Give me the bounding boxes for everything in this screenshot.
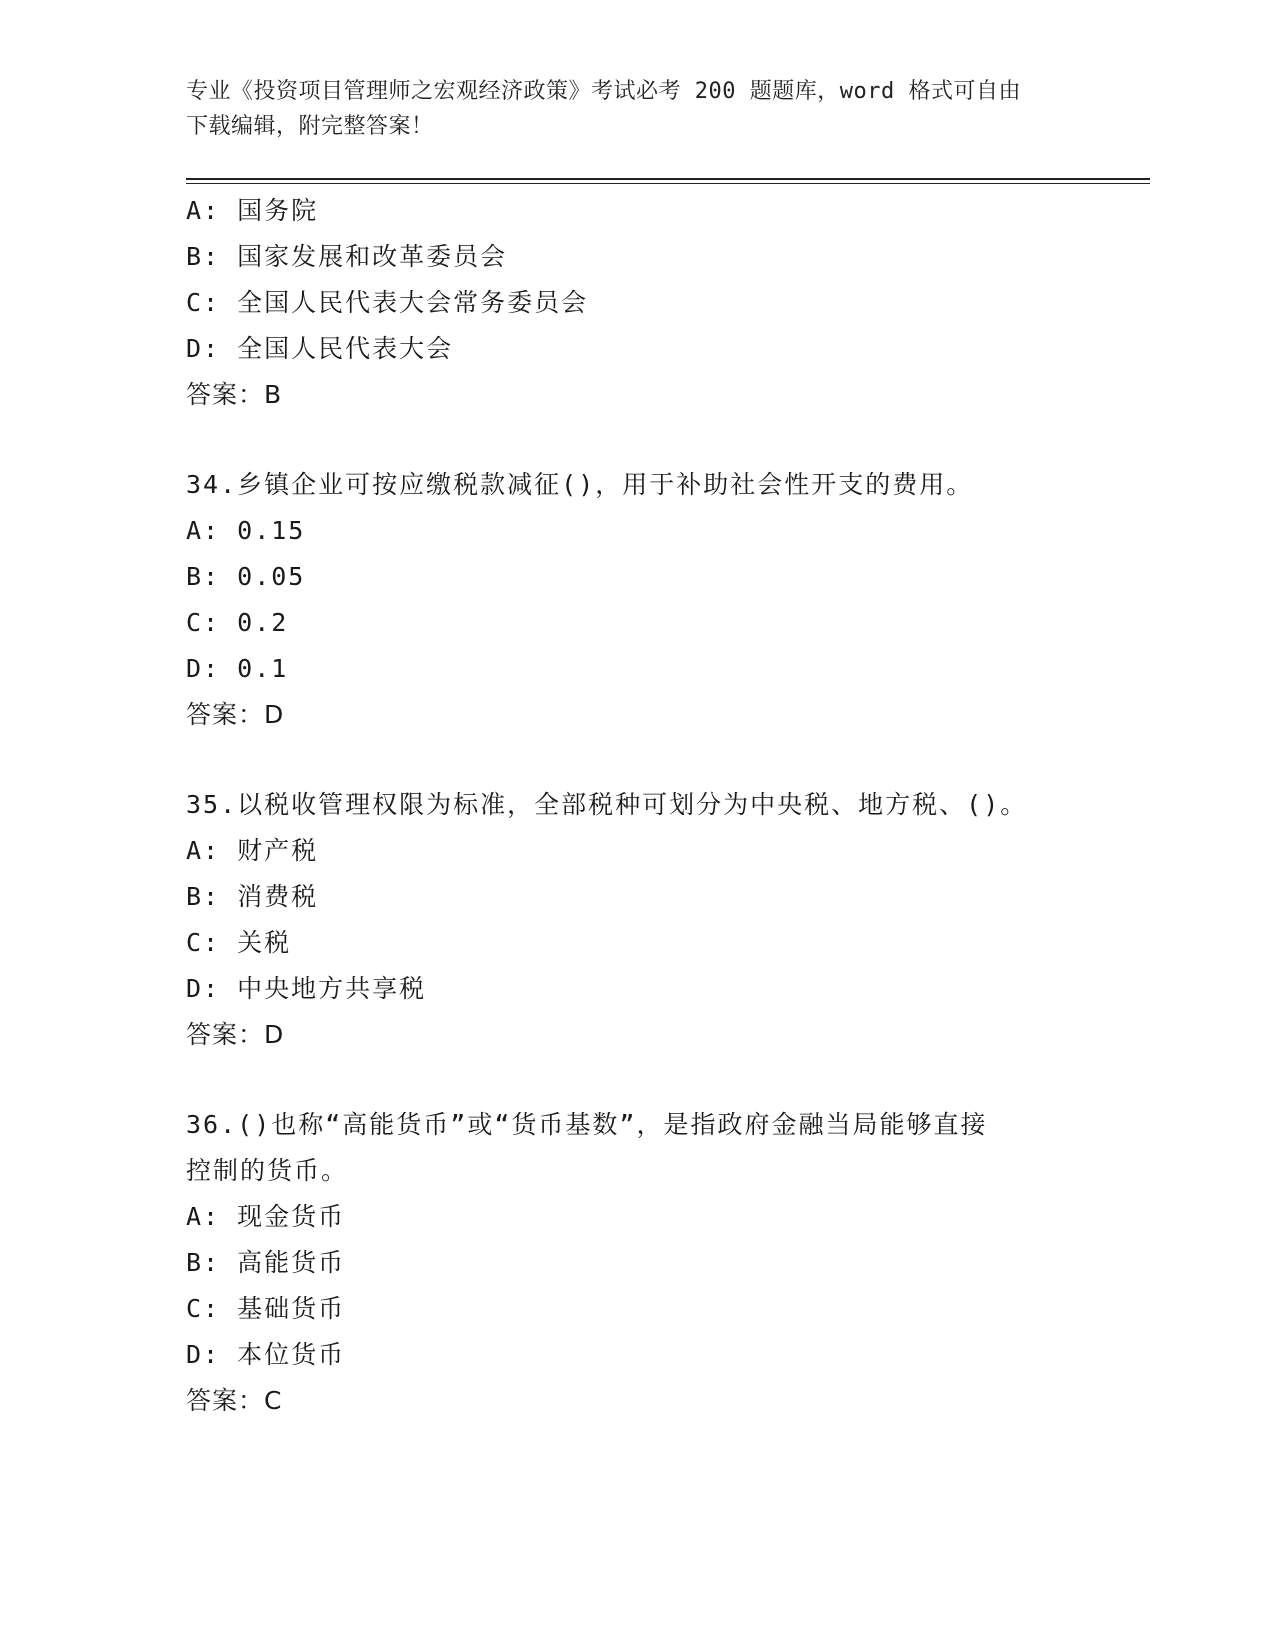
document-header [186,74,1086,144]
option-c: C: 全国人民代表大会常务委员会 [186,288,589,317]
question-list [186,188,1136,1424]
header-line-2: 下载编辑，附完整答案！ [186,114,434,139]
question-34-block [186,462,1136,738]
header-divider-thick [186,178,1150,180]
answer-line: 答案：B [186,380,283,409]
answer-line: 答案：C [186,1386,283,1415]
option-b: B: 国家发展和改革委员会 [186,242,508,271]
option-c: C: 关税 [186,928,292,957]
option-a: A: 0.15 [186,516,306,545]
option-a: A: 财产税 [186,836,319,865]
question-stem: 35.以税收管理权限为标准，全部税种可划分为中央税、地方税、()。 [186,790,1028,819]
answer-line: 答案：D [186,700,285,729]
question-stem-line-1: 36.()也称“高能货币”或“货币基数”，是指政府金融当局能够直接 [186,1110,988,1139]
option-c: C: 0.2 [186,608,289,637]
option-d: D: 本位货币 [186,1340,346,1369]
option-d: D: 中央地方共享税 [186,974,427,1003]
question-spacer [186,1058,1136,1102]
option-d: D: 0.1 [186,654,289,683]
question-spacer [186,738,1136,782]
question-33-block [186,188,1136,418]
option-a: A: 现金货币 [186,1202,346,1231]
question-35-block [186,782,1136,1058]
question-spacer [186,418,1136,462]
question-stem: 34.乡镇企业可按应缴税款减征()，用于补助社会性开支的费用。 [186,470,974,499]
option-d: D: 全国人民代表大会 [186,334,454,363]
option-c: C: 基础货币 [186,1294,346,1323]
question-36-block [186,1102,1136,1424]
header-divider-thin [186,183,1150,184]
option-b: B: 消费税 [186,882,319,911]
option-b: B: 0.05 [186,562,306,591]
option-a: A: 国务院 [186,196,319,225]
answer-line: 答案：D [186,1020,285,1049]
header-line-1: 专业《投资项目管理师之宏观经济政策》考试必考 200 题题库，word 格式可自由 [186,79,1021,104]
question-stem-line-2: 控制的货币。 [186,1156,349,1185]
option-b: B: 高能货币 [186,1248,346,1277]
